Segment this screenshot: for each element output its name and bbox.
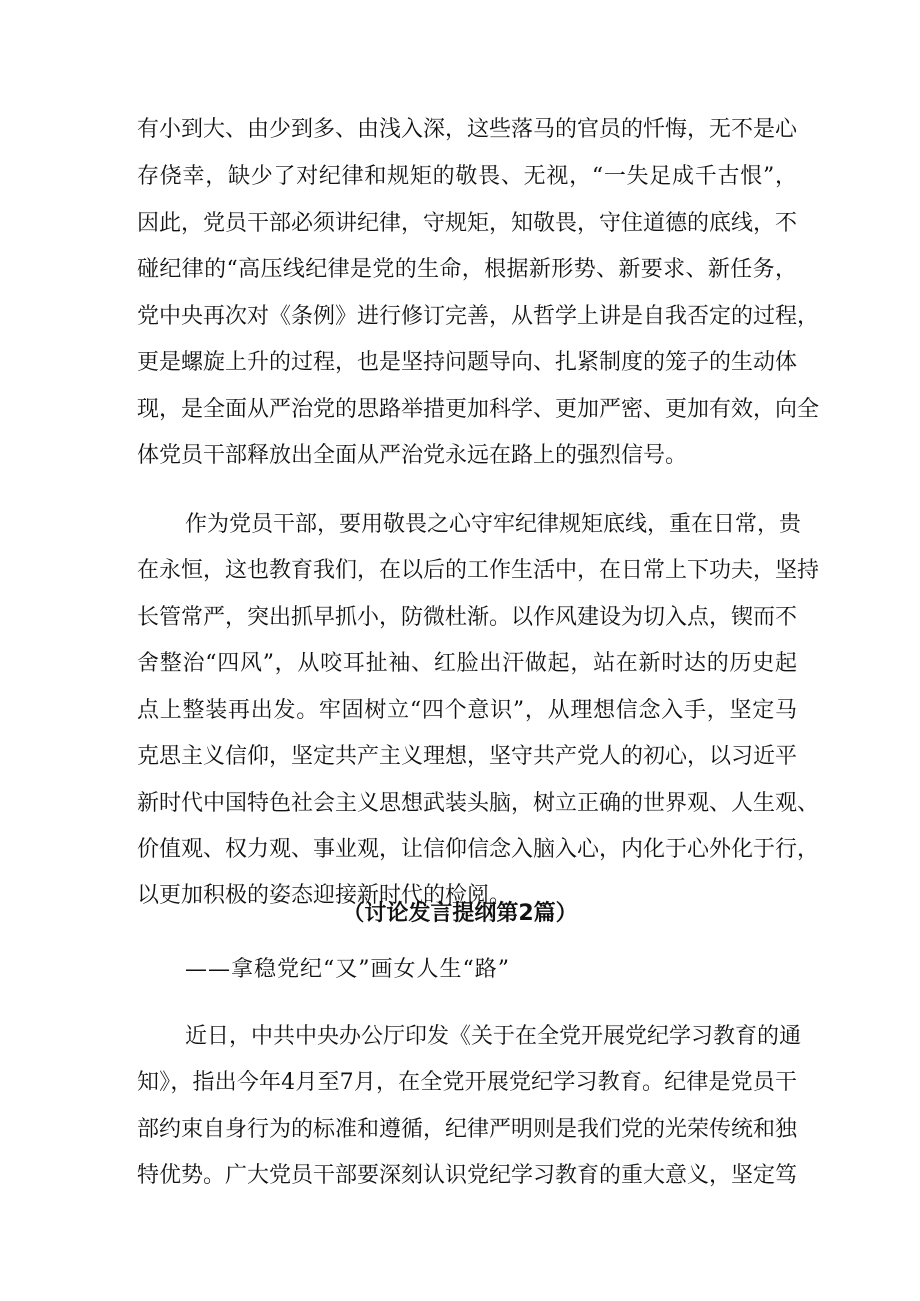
paragraph-line: 舍整治“四风”，从咬耳扯袖、红脸出汗做起，站在新时达的历史起	[137, 651, 797, 676]
subtitle: ——拿稳党纪“又”画女人生“路”	[185, 957, 510, 982]
paragraph-line: 现，是全面从严治党的思路举措更加科学、更加严密、更加有效，向全	[137, 397, 820, 422]
paragraph-line: 有小到大、由少到多、由浅入深，这些落马的官员的忏悔，无不是心	[137, 117, 798, 142]
paragraph-line: 长管常严，突出抓早抓小，防微杜渐。以作风建设为切入点，锲而不	[137, 605, 798, 630]
paragraph-line: 特优势。广大党员干部要深刻认识党纪学习教育的重大意义，坚定笃	[137, 1163, 798, 1188]
paragraph-line: 作为党员干部，要用敬畏之心守牢纪律规矩底线，重在日常，贵	[185, 512, 802, 537]
paragraph-line: 体党员干部释放出全面从严治党永远在路上的强烈信号。	[137, 443, 688, 468]
paragraph-line: 党中央再次对《条例》进行修订完善，从哲学上讲是自我否定的过程，	[137, 304, 820, 329]
paragraph-line: 点上整装再出发。牢固树立“四个意识”，从理想信念入手，坚定马	[137, 698, 797, 723]
paragraph-line: 知》，指出今年4月至7月，在全党开展党纪学习教育。纪律是党员干	[137, 1070, 797, 1095]
paragraph-line: 以更加积极的姿态迎接新时代的检阅。	[137, 883, 512, 908]
paragraph-line: 碰纪律的“高压线纪律是党的生命，根据新形势、新要求、新任务，	[137, 257, 797, 282]
paragraph-line: 部约束自身行为的标准和遵循，纪律严明则是我们党的光荣传统和独	[137, 1117, 798, 1142]
paragraph-line: 因此，党员干部必须讲纪律，守规矩，知敬畏，守住道德的底线，不	[137, 211, 798, 236]
paragraph-line: 在永恒，这也教育我们，在以后的工作生活中，在日常上下功夫，坚持	[137, 558, 820, 583]
section-heading: （讨论发言提纲第2篇）	[342, 901, 578, 926]
paragraph-line: 新时代中国特色社会主义思想武装头脑，树立正确的世界观、人生观、	[137, 791, 820, 816]
paragraph-line: 克思主义信仰，坚定共产主义理想，坚守共产党人的初心，以习近平	[137, 744, 798, 769]
paragraph-line: 更是螺旋上升的过程，也是坚持问题导向、扎紧制度的笼子的生动体	[137, 350, 798, 375]
paragraph-line: 价值观、权力观、事业观，让信仰信念入脑入心，内化于心外化于行，	[137, 837, 820, 862]
paragraph-line: 近日，中共中央办公厅印发《关于在全党开展党纪学习教育的通	[185, 1024, 802, 1049]
paragraph-line: 存侥幸，缺少了对纪律和规矩的敬畏、无视，“一失足成千古恨”，	[137, 164, 797, 189]
